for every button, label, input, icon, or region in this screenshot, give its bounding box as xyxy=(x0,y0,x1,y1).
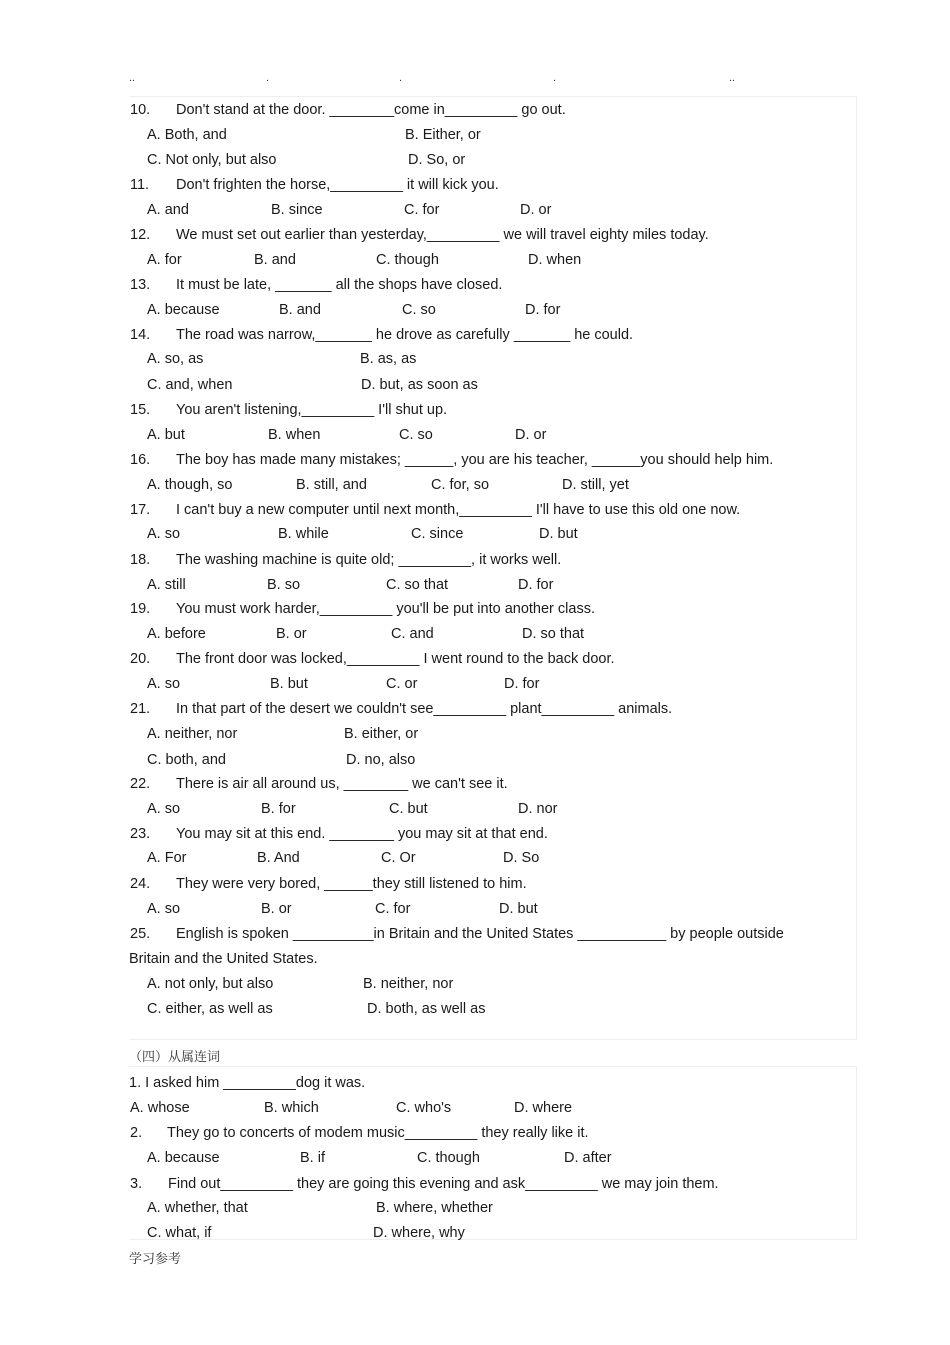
option-a: A. though, so xyxy=(147,477,233,493)
option-c: C. either, as well as xyxy=(147,1001,273,1017)
option-a: A. whether, that xyxy=(147,1200,248,1216)
option-b: B. when xyxy=(268,427,321,443)
option-c: C. and xyxy=(391,626,434,642)
option-d: D. where, why xyxy=(373,1225,465,1241)
question-stem: Don't frighten the horse,_________ it will kick you. xyxy=(176,177,499,193)
option-c: C. Not only, but also xyxy=(147,152,277,168)
option-d: D. So, or xyxy=(408,152,466,168)
option-b: B. Either, or xyxy=(405,127,481,143)
option-a: A. so xyxy=(147,676,181,692)
question-number: 24. xyxy=(130,876,151,892)
question-number: 10. xyxy=(130,102,151,118)
question-stem: The boy has made many mistakes; ______, you are his teacher, ______you should help him. xyxy=(176,452,774,468)
option-d: D. but xyxy=(499,901,538,917)
header-mark: .. xyxy=(729,72,736,84)
question-number: 11. xyxy=(130,177,150,193)
question-stem: In that part of the desert we couldn't see_________ plant_________ animals. xyxy=(176,701,673,717)
question-stem: The front door was locked,_________ I went round to the back door. xyxy=(176,651,615,667)
question-stem: The washing machine is quite old; _________, it works well. xyxy=(176,552,562,568)
option-b: B. still, and xyxy=(296,477,367,493)
question-number: 25. xyxy=(130,926,151,942)
question-1 xyxy=(129,1073,365,1093)
question-stem: English is spoken __________in Britain and the United States ___________ by people outside xyxy=(176,926,784,942)
option-a: A. Both, and xyxy=(147,127,227,143)
option-b: B. or xyxy=(276,626,307,642)
question-stem: They were very bored, ______they still listened to him. xyxy=(176,876,527,892)
option-a: A. so xyxy=(147,526,181,542)
header-mark: . xyxy=(553,72,557,84)
question-number: 20. xyxy=(130,651,151,667)
option-b: B. but xyxy=(270,676,308,692)
header-mark: . xyxy=(266,72,270,84)
option-d: D. both, as well as xyxy=(367,1001,486,1017)
question-stem: We must set out earlier than yesterday,_________ we will travel eighty miles today. xyxy=(176,227,709,243)
option-b: B. and xyxy=(254,252,296,268)
option-b: B. where, whether xyxy=(376,1200,493,1216)
question-stem-continued: Britain and the United States. xyxy=(129,951,318,967)
option-a: A. for xyxy=(147,252,182,268)
question-number: 14. xyxy=(130,327,151,343)
question-stem: You may sit at this end. ________ you may sit at that end. xyxy=(176,826,548,842)
option-d: D. after xyxy=(564,1150,612,1166)
question-stem: There is air all around us, ________ we can't see it. xyxy=(176,776,508,792)
option-c: C. Or xyxy=(381,850,416,866)
option-b: B. if xyxy=(300,1150,325,1166)
option-d: D. for xyxy=(504,676,540,692)
option-c: C. so that xyxy=(386,577,449,593)
question-number: 21. xyxy=(130,701,151,717)
question-number: 13. xyxy=(130,277,151,293)
question-number: 12. xyxy=(130,227,151,243)
option-c: C. who's xyxy=(396,1100,452,1116)
option-c: C. what, if xyxy=(147,1225,212,1241)
option-a: A. because xyxy=(147,302,220,318)
option-b: B. neither, nor xyxy=(363,976,454,992)
option-a: A. so, as xyxy=(147,351,204,367)
option-d: D. or xyxy=(515,427,547,443)
option-d: D. for xyxy=(518,577,554,593)
option-b: B. and xyxy=(279,302,321,318)
option-c: C. though xyxy=(417,1150,480,1166)
question-stem: Don't stand at the door. ________come in_________ go out. xyxy=(176,102,566,118)
option-d: D. So xyxy=(503,850,540,866)
option-c: C. though xyxy=(376,252,439,268)
option-d: D. or xyxy=(520,202,552,218)
question-number: 15. xyxy=(130,402,151,418)
page-footer: 学习参考 xyxy=(129,1252,182,1267)
option-a: A. neither, nor xyxy=(147,726,238,742)
option-a: A. whose xyxy=(130,1100,190,1116)
option-d: D. for xyxy=(525,302,561,318)
question-stem: It must be late, _______ all the shops have closed. xyxy=(176,277,503,293)
question-stem: I can't buy a new computer until next month,_________ I'll have to use this old one now. xyxy=(176,502,741,518)
header-dots xyxy=(129,72,739,86)
option-d: D. but, as soon as xyxy=(361,377,478,393)
option-c: C. since xyxy=(411,526,464,542)
option-a: A. not only, but also xyxy=(147,976,274,992)
question-stem: The road was narrow,_______ he drove as carefully _______ he could. xyxy=(176,327,634,343)
question-number: 23. xyxy=(130,826,151,842)
option-b: B. as, as xyxy=(360,351,417,367)
option-c: C. for xyxy=(375,901,411,917)
option-a: A. so xyxy=(147,901,181,917)
option-a: A. because xyxy=(147,1150,220,1166)
option-d: D. still, yet xyxy=(562,477,629,493)
option-b: B. so xyxy=(267,577,301,593)
option-b: B. either, or xyxy=(344,726,419,742)
header-mark: . xyxy=(399,72,403,84)
option-c: C. or xyxy=(386,676,418,692)
option-c: C. for, so xyxy=(431,477,490,493)
option-b: B. since xyxy=(271,202,323,218)
option-c: C. but xyxy=(389,801,428,817)
option-b: B. while xyxy=(278,526,329,542)
question-stem: You must work harder,_________ you'll be put into another class. xyxy=(176,601,595,617)
question-number: 19. xyxy=(130,601,151,617)
option-c: C. both, and xyxy=(147,752,226,768)
option-b: B. for xyxy=(261,801,296,817)
option-c: C. and, when xyxy=(147,377,233,393)
option-d: D. where xyxy=(514,1100,573,1116)
option-d: D. so that xyxy=(522,626,585,642)
question-number: 3. xyxy=(130,1176,143,1192)
option-a: A. and xyxy=(147,202,189,218)
question-stem: I asked him _________dog it was. xyxy=(145,1075,366,1091)
question-number: 22. xyxy=(130,776,151,792)
question-number: 2. xyxy=(130,1125,143,1141)
option-b: B. or xyxy=(261,901,292,917)
question-number: 18. xyxy=(130,552,151,568)
option-d: D. but xyxy=(539,526,578,542)
option-a: A. For xyxy=(147,850,187,866)
section-title: （四）从属连词 xyxy=(129,1050,221,1065)
option-d: D. nor xyxy=(518,801,558,817)
question-stem: You aren't listening,_________ I'll shut up. xyxy=(176,402,448,418)
option-a: A. still xyxy=(147,577,186,593)
option-b: B. which xyxy=(264,1100,319,1116)
option-c: C. so xyxy=(399,427,433,443)
header-mark: .. xyxy=(129,72,136,84)
option-c: C. for xyxy=(404,202,440,218)
option-d: D. no, also xyxy=(346,752,416,768)
question-number: 1. xyxy=(129,1075,142,1091)
option-d: D. when xyxy=(528,252,582,268)
option-a: A. but xyxy=(147,427,185,443)
question-stem: Find out_________ they are going this evening and ask_________ we may join them. xyxy=(168,1176,719,1192)
option-b: B. And xyxy=(257,850,300,866)
question-number: 17. xyxy=(130,502,151,518)
question-stem: They go to concerts of modem music_________ they really like it. xyxy=(167,1125,589,1141)
option-a: A. before xyxy=(147,626,206,642)
option-a: A. so xyxy=(147,801,181,817)
question-number: 16. xyxy=(130,452,151,468)
option-c: C. so xyxy=(402,302,436,318)
